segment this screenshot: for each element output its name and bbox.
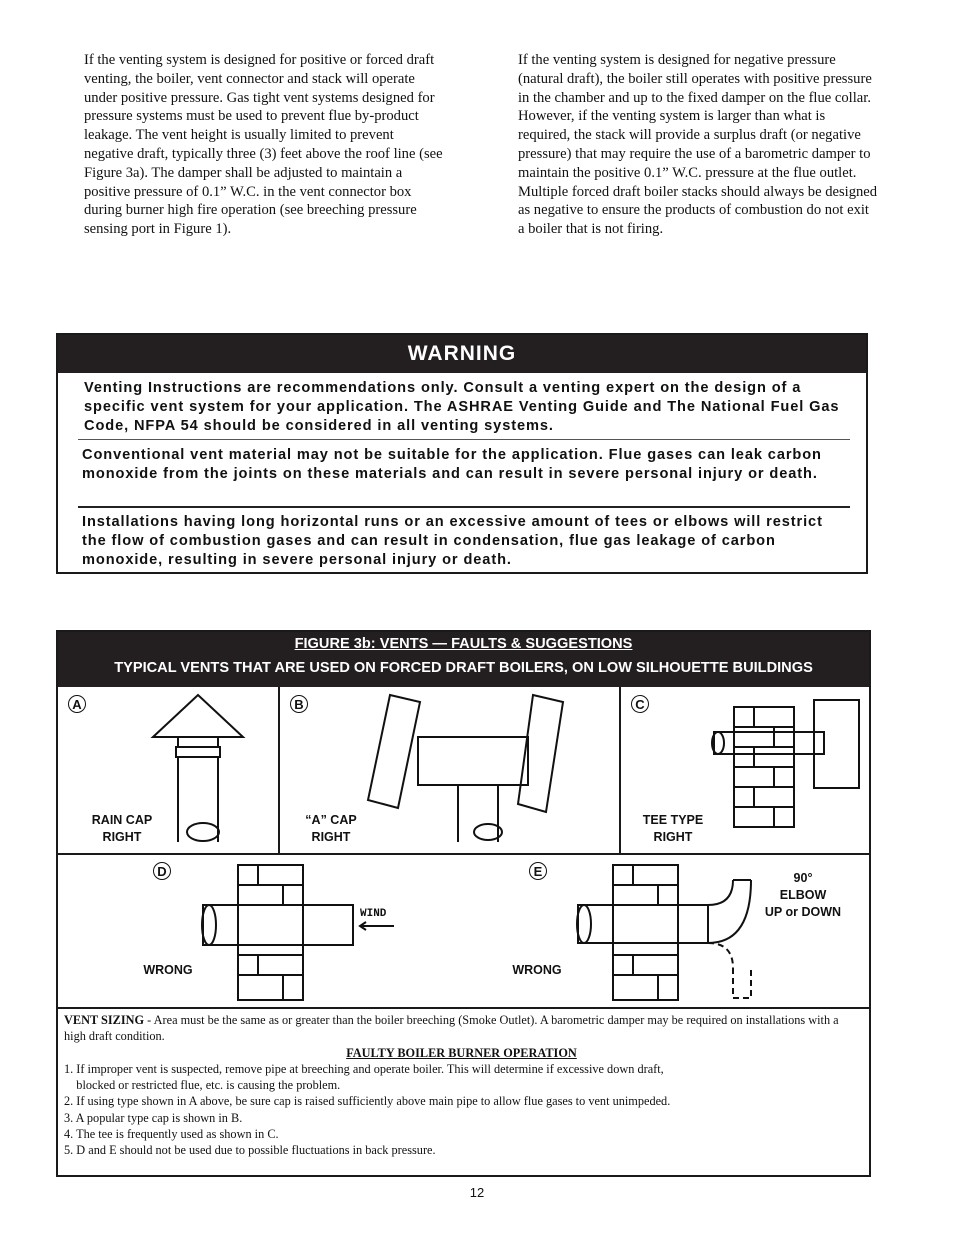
wrong-vent-d-drawing (198, 860, 398, 1005)
panel-d-badge: D (153, 862, 171, 880)
warning-title: WARNING (58, 335, 866, 373)
faulty-item: 1. If improper vent is suspected, remove pipe at breeching and operate boiler. This will determine if excessive down draft, (64, 1061, 664, 1076)
vent-sizing-text: - Area must be the same as or greater than the boiler breeching (Smoke Outlet). A barometric damper may be required on installations with a high draft condition. (64, 1013, 839, 1044)
warning-divider (78, 439, 850, 440)
panel-e-caption: WRONG (512, 963, 562, 977)
panel-divider (58, 853, 869, 855)
faulty-item: 5. D and E should not be used due to possible fluctuations in back pressure. (64, 1143, 436, 1158)
panel-e-badge: E (529, 862, 547, 880)
intro-left-paragraph: If the venting system is designed for positive or forced draft venting, the boiler, vent connector and stack will operate under positive pressure. Gas tight vent systems designed for pressure systems must be used to prevent flue by-product leakage. The vent height is usually limited to prevent negative draft, typically three (3) feet above the roof line (see Figure 3a). The damper shall be adjusted to maintain a positive pressure of 0.1” W.C. in the vent connector box during burner high fire operation (see breeching pressure sensing port in Figure 1). (84, 52, 443, 238)
panel-divider (58, 1007, 869, 1009)
faulty-item: 4. The tee is frequently used as shown in C. (64, 1127, 279, 1142)
panel-b-caption-line2: RIGHT (311, 830, 351, 844)
faulty-item: blocked or restricted flue, etc. is causing the problem. (64, 1078, 341, 1093)
figure-3b (56, 630, 871, 1177)
panel-a-caption (78, 812, 166, 846)
warning-paragraph-3: Installations having long horizontal runs or an excessive amount of tees or elbows will restrict the flow of combustion gases and can result in condensation, flue gas leakage of carbon monoxide, resulting in severe personal injury or death. (82, 514, 823, 569)
warning-paragraph-2: Conventional vent material may not be suitable for the application. Flue gases can leak carbon monoxide from the joints on these materials and can result in severe personal injury or death. (82, 447, 822, 483)
panel-c-caption-line1: TEE TYPE (642, 813, 704, 827)
panel-a-caption-line2: RIGHT (102, 830, 142, 844)
wind-arrow-icon (356, 920, 396, 932)
figure-title: FIGURE 3b: VENTS — FAULTS & SUGGESTIONS (294, 636, 633, 652)
figure-header (58, 632, 869, 687)
page-number: 12 (469, 1185, 485, 1200)
tee-type-drawing (704, 692, 864, 832)
wind-label: WIND (360, 908, 387, 920)
warning-divider (78, 506, 850, 508)
elbow-label-line3: UP or DOWN (764, 905, 842, 919)
intro-right-paragraph: If the venting system is designed for negative pressure (natural draft), the boiler still operates with positive pressure in the chamber and up to the fixed damper on the flue collar. However, if the venting system is larger than what is required, the stack will provide a surplus draft (or negative pressure) that may require the use of a barometric damper to maintain the positive 0.1” W.C. pressure at the flue outlet. Multiple forced draft boiler stacks should always be designed as negative to ensure the products of combustion do not exit a boiler that is not firing. (518, 52, 878, 238)
warning-paragraph-1: Venting Instructions are recommendations only. Consult a venting expert on the design of a specific vent system for your application. The ASHRAE Venting Guide and The National Fuel Gas Code, NFPA 54 should be considered in all venting systems. (84, 380, 840, 435)
a-cap-drawing (358, 692, 598, 852)
warning-box (56, 333, 868, 574)
vent-sizing-note (64, 1012, 859, 1045)
wrong-vent-e-drawing (573, 860, 758, 1005)
panel-a-caption-line1: RAIN CAP (91, 813, 153, 827)
panel-a-badge: A (68, 695, 86, 713)
panel-c-badge: C (631, 695, 649, 713)
elbow-label-line2: ELBOW (779, 888, 827, 902)
faulty-item: 3. A popular type cap is shown in B. (64, 1110, 243, 1125)
vent-sizing-label: VENT SIZING (64, 1013, 145, 1027)
figure-notes (64, 1012, 859, 1159)
panel-b-badge: B (290, 695, 308, 713)
panel-b-caption-line1: “A” CAP (305, 813, 357, 827)
panel-divider (619, 687, 621, 854)
panel-d-caption: WRONG (143, 963, 193, 977)
panel-divider (278, 687, 280, 854)
panel-c-caption (636, 812, 710, 846)
figure-subtitle: TYPICAL VENTS THAT ARE USED ON FORCED DRAFT BOILERS, ON LOW SILHOUETTE BUILDINGS (114, 660, 813, 676)
faulty-item: 2. If using type shown in A above, be sure cap is raised sufficiently above main pipe to allow flue gases to vent unimpeded. (64, 1094, 671, 1109)
panel-b-caption (298, 812, 364, 846)
elbow-label-line1: 90° (793, 871, 813, 885)
panel-c-caption-line2: RIGHT (653, 830, 693, 844)
faulty-operation-header: FAULTY BOILER BURNER OPERATION (346, 1045, 577, 1060)
elbow-label (753, 870, 853, 921)
